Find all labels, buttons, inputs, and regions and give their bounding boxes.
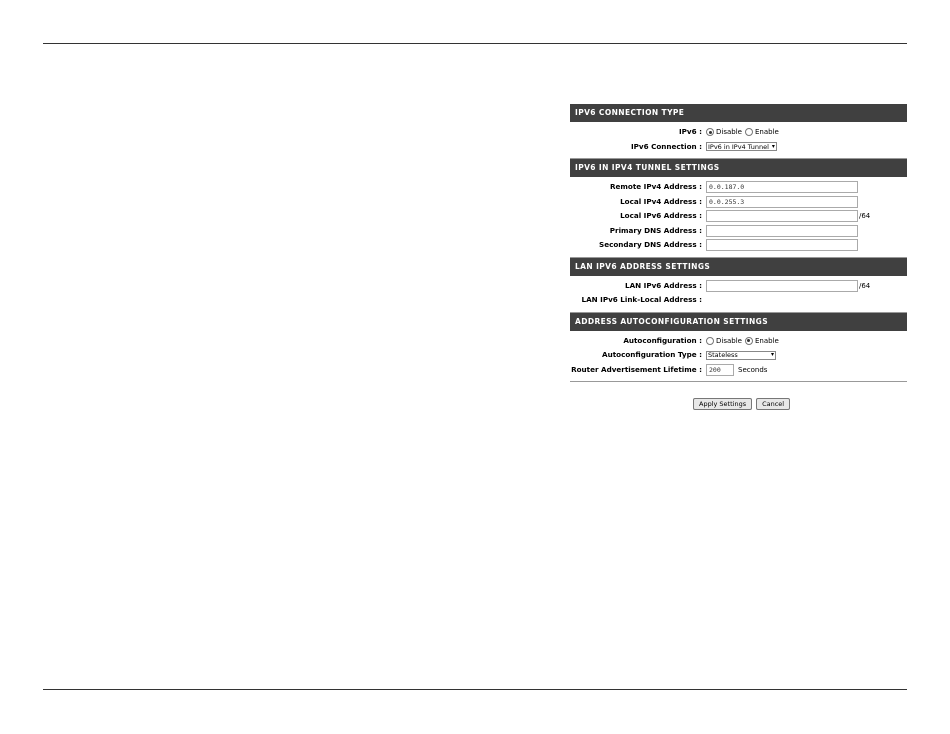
section-header-ipv6-connection-type: IPV6 CONNECTION TYPE: [570, 104, 907, 122]
lan-ipv6-input[interactable]: [706, 280, 858, 292]
ipv6-settings-panel: [570, 104, 907, 382]
primary-dns-label: Primary DNS Address :: [609, 225, 702, 235]
remote-ipv4-label: Remote IPv4 Address :: [610, 182, 702, 191]
secondary-dns-input[interactable]: [706, 239, 858, 251]
autoconfig-type-value: Stateless: [708, 351, 738, 359]
section-header-autoconfig-settings: ADDRESS AUTOCONFIGURATION SETTINGS: [570, 313, 907, 331]
ipv6-connection-row: [570, 140, 907, 155]
autoconfig-type-select[interactable]: [706, 351, 776, 360]
lifetime-input[interactable]: 200: [706, 364, 734, 376]
lan-ipv6-row: [570, 279, 907, 294]
link-local-row: [570, 293, 907, 308]
ipv6-enable-label: Enable: [754, 128, 779, 136]
section-lan-settings: [570, 276, 907, 313]
section-autoconfig-settings: [570, 331, 907, 383]
autoconfig-enable-radio[interactable]: [745, 337, 753, 345]
local-ipv6-row: [570, 209, 907, 224]
lifetime-label: Router Advertisement Lifetime :: [571, 364, 702, 374]
link-local-label: LAN IPv6 Link-Local Address :: [581, 295, 702, 304]
section-header-lan-settings: LAN IPV6 ADDRESS SETTINGS: [570, 258, 907, 276]
remote-ipv4-input[interactable]: 0.0.187.0: [706, 181, 858, 193]
remote-ipv4-row: [570, 180, 907, 195]
local-ipv6-input[interactable]: [706, 210, 858, 222]
lan-ipv6-prefix-length: /64: [859, 281, 871, 290]
lifetime-row: [570, 363, 907, 378]
section-tunnel-settings: [570, 177, 907, 258]
local-ipv4-label: Local IPv4 Address :: [620, 196, 702, 206]
local-ipv4-input[interactable]: 0.0.255.3: [706, 196, 858, 208]
local-ipv4-row: [570, 195, 907, 210]
ipv6-connection-select[interactable]: [706, 142, 777, 151]
apply-settings-button[interactable]: Apply Settings: [693, 398, 752, 410]
secondary-dns-row: [570, 238, 907, 253]
lan-ipv6-label: LAN IPv6 Address :: [625, 280, 702, 290]
autoconfig-radio-group: [706, 334, 782, 349]
chevron-down-icon: ▾: [770, 351, 774, 358]
chevron-down-icon: ▾: [771, 142, 775, 150]
ipv6-label: IPv6 :: [678, 127, 702, 136]
local-ipv6-prefix-length: /64: [859, 212, 871, 220]
autoconfig-disable-radio[interactable]: [706, 337, 714, 345]
autoconfig-row: [570, 334, 907, 349]
section-ipv6-connection-type: [570, 122, 907, 159]
primary-dns-row: [570, 224, 907, 239]
primary-dns-input[interactable]: [706, 225, 858, 237]
ipv6-disable-label: Disable: [716, 128, 742, 136]
autoconfig-type-row: [570, 348, 907, 363]
ipv6-connection-label: IPv6 Connection :: [630, 141, 702, 151]
action-buttons: [693, 398, 790, 410]
section-header-tunnel-settings: IPV6 IN IPV4 TUNNEL SETTINGS: [570, 159, 907, 177]
ipv6-connection-value: IPv6 in IPv4 Tunnel: [708, 142, 769, 151]
autoconfig-enable-label: Enable: [754, 336, 779, 345]
secondary-dns-label: Secondary DNS Address :: [599, 240, 702, 249]
top-divider: [43, 43, 907, 44]
cancel-button[interactable]: Cancel: [756, 398, 790, 410]
lifetime-unit: Seconds: [738, 365, 768, 374]
ipv6-row: [570, 125, 907, 140]
ipv6-disable-radio[interactable]: [706, 128, 714, 136]
ipv6-radio-group: [706, 125, 782, 140]
autoconfig-disable-label: Disable: [716, 336, 742, 345]
ipv6-enable-radio[interactable]: [745, 128, 753, 136]
local-ipv6-label: Local IPv6 Address :: [620, 211, 702, 220]
autoconfig-type-label: Autoconfiguration Type :: [602, 350, 702, 359]
bottom-divider: [43, 689, 907, 690]
autoconfig-label: Autoconfiguration :: [623, 335, 702, 345]
